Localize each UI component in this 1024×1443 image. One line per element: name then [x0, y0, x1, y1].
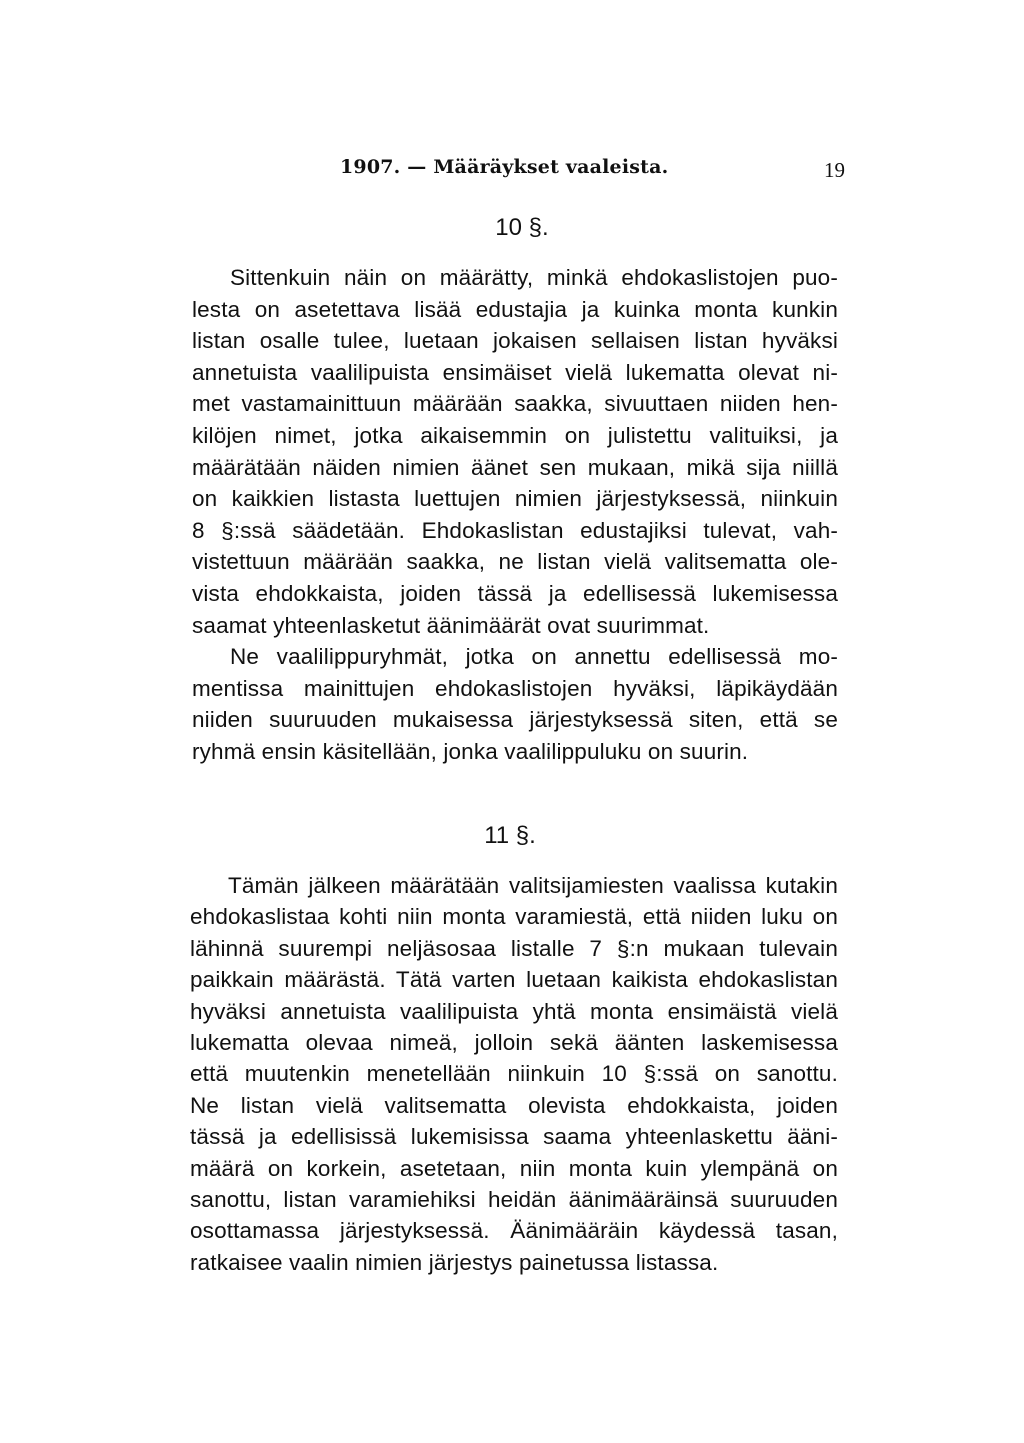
text-line: on kaikkien listasta luettujen nimien järjestyksessä, niinkuin: [192, 486, 838, 512]
text-line: saamat yhteenlasketut äänimäärät ovat suurimmat.: [192, 612, 710, 638]
text-line: ryhmä ensin käsitellään, jonka vaalilippuluku on suurin.: [192, 738, 749, 764]
text-line: lähinnä suurempi neljäsosaa listalle 7 §:n mukaan tulevain: [190, 935, 838, 961]
text-line: sanottu, listan varamiehiksi heidän äänimääräinsä suuruuden: [190, 1186, 838, 1212]
text-line: lesta on asetettava lisää edustajia ja kuinka monta kunkin: [192, 296, 838, 322]
text-line: listan osalle tulee, luetaan jokaisen sellaisen listan hyväksi: [192, 328, 838, 354]
text-line: annetuista vaalilipuista ensimäiset vielä lukematta olevat ni-: [192, 359, 838, 385]
text-line: lukematta olevaa nimeä, jolloin sekä äänten laskemisessa: [190, 1029, 838, 1055]
text-line: Tämän jälkeen määrätään valitsijamiesten vaalissa kutakin: [228, 873, 838, 898]
text-line: ratkaisee vaalin nimien järjestys painetussa listassa.: [190, 1249, 719, 1275]
text-line: määrätään näiden nimien äänet sen mukaan, mikä sija niillä: [192, 454, 838, 480]
text-line: hyväksi annetuista vaalilipuista yhtä monta ensimäistä vielä: [190, 998, 838, 1024]
text-line: Ne listan vielä valitsematta olevista ehdokkaista, joiden: [190, 1092, 838, 1118]
text-line: että muutenkin menetellään niinkuin 10 §:ssä on sanottu.: [190, 1061, 838, 1087]
text-line: Sittenkuin näin on määrätty, minkä ehdokaslistojen puo-: [230, 265, 838, 290]
text-line: vistettuun määrään saakka, ne listan vielä valitsematta ole-: [192, 549, 838, 575]
text-line: 8 §:ssä säädetään. Ehdokaslistan edustajiksi tulevat, vah-: [192, 517, 838, 543]
page-number: 19: [824, 158, 845, 182]
section-heading-11: 11 §.: [484, 822, 536, 849]
text-line: tässä ja edellisissä lukemisissa saama yhteenlaskettu ääni-: [190, 1124, 838, 1150]
text-line: met vastamainittuun määrään saakka, sivuuttaen niiden hen-: [192, 391, 838, 417]
text-line: mentissa mainittujen ehdokaslistojen hyväksi, läpikäydään: [192, 675, 838, 701]
text-line: paikkain määrästä. Tätä varten luetaan kaikista ehdokaslistan: [190, 967, 838, 993]
text-line: vista ehdokkaista, joiden tässä ja edellisessä lukemisessa: [192, 580, 838, 606]
text-line: osottamassa järjestyksessä. Äänimääräin käydessä tasan,: [190, 1218, 838, 1244]
running-header: [340, 156, 845, 186]
section-10-paragraph-1: [192, 262, 838, 641]
section-heading-10: 10 §.: [495, 214, 549, 241]
section-11-paragraph-1: [190, 870, 838, 1278]
text-line: määrä on korkein, asetetaan, niin monta kuin ylempänä on: [190, 1155, 838, 1181]
text-line: kilöjen nimet, jotka aikaisemmin on julistettu valituiksi, ja: [192, 422, 838, 448]
text-line: Ne vaalilippuryhmät, jotka on annettu edellisessä mo-: [230, 644, 838, 669]
section-10-paragraph-2: [192, 641, 838, 767]
text-line: ehdokaslistaa kohti niin monta varamiestä, että niiden luku on: [190, 904, 838, 930]
text-line: niiden suuruuden mukaisessa järjestyksessä siten, että se: [192, 707, 838, 733]
running-title: 1907. — Määräykset vaaleista.: [340, 156, 669, 178]
